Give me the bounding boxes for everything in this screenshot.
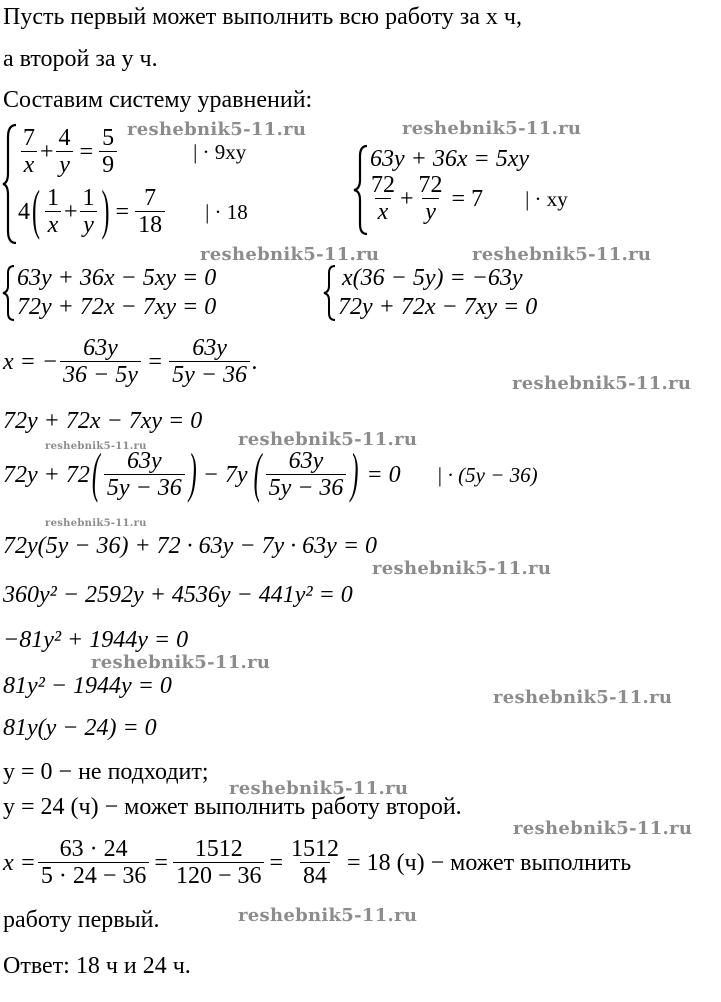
step-3: 72y(5y − 36) + 72 · 63y − 7y · 63y = 0 [3, 533, 378, 559]
system2-eq1: 63y + 36x = 5xy [370, 146, 529, 172]
watermark: reshebnik5-11.ru [493, 687, 673, 708]
step-4: 360y² − 2592y + 4536y − 441y² = 0 [3, 582, 353, 608]
expr-lhs: x = [3, 849, 36, 876]
frac-num: 72 [371, 172, 395, 198]
plus-sign: + [400, 185, 414, 212]
step-5: −81y² + 1944y = 0 [3, 627, 189, 653]
watermark: reshebnik5-11.ru [127, 119, 307, 140]
frac-den: x [45, 211, 62, 238]
expr-part: 72y + 72 [3, 461, 90, 488]
coefficient: 4 [18, 198, 30, 225]
multiplier-note: | · (5y − 36) [436, 462, 538, 487]
right-paren: ) [188, 444, 197, 505]
frac-den: 5y − 36 [169, 361, 250, 388]
watermark: reshebnik5-11.ru [200, 244, 380, 265]
plus-sign: + [64, 198, 78, 225]
expr-lhs: x = − [3, 348, 59, 375]
expr-part: = 0 [366, 461, 401, 488]
frac-den: 5 · 24 − 36 [38, 862, 150, 889]
frac-den: x [375, 198, 392, 225]
frac-num: 72 [418, 172, 443, 198]
frac-num: 7 [144, 185, 157, 211]
right-paren: ) [350, 444, 359, 505]
frac-num: 63 · 24 [59, 836, 128, 862]
frac-num: 63y [192, 335, 227, 361]
frac-den: 9 [99, 151, 117, 178]
frac-num: 1 [82, 185, 95, 211]
step-1: 72y + 72x − 7xy = 0 [3, 408, 203, 434]
equals-sign: = [146, 348, 164, 375]
x-expression [3, 335, 258, 388]
frac-den: 120 − 36 [173, 862, 265, 889]
equals-sign: = [154, 849, 168, 876]
left-paren: ( [253, 444, 262, 505]
frac-num: 7 [23, 125, 35, 151]
frac-den: y [80, 211, 97, 238]
frac-den: 36 − 5y [60, 361, 141, 388]
left-paren: ( [32, 181, 40, 242]
step-7: 81y(y − 24) = 0 [3, 715, 157, 741]
equals-sign: = [79, 138, 94, 165]
intro-line-3: Составим систему уравнений: [3, 87, 313, 113]
frac-num: 63y [126, 448, 162, 474]
expr-part: − 7y [202, 461, 248, 488]
frac-num: 1512 [194, 836, 243, 862]
watermark: reshebnik5-11.ru [45, 441, 147, 452]
watermark: reshebnik5-11.ru [372, 558, 552, 579]
frac-num: 63y [83, 335, 118, 361]
period: . [251, 348, 258, 375]
frac-num: 4 [58, 125, 71, 151]
step-8: y = 0 − не подходит; [3, 759, 209, 785]
plus-sign: + [40, 138, 54, 165]
intro-line-2: а второй за y ч. [3, 46, 158, 72]
final-computation [3, 836, 631, 889]
equation-rhs: = 7 [451, 185, 484, 212]
system-brace [2, 123, 18, 245]
frac-num: 1 [47, 185, 59, 211]
frac-num: 5 [102, 125, 115, 151]
left-paren: ( [91, 444, 100, 505]
multiplier-note: | · xy [525, 186, 568, 211]
frac-den: 5y − 36 [104, 474, 185, 501]
answer: Ответ: 18 ч и 24 ч. [3, 953, 191, 979]
result-text: = 18 (ч) − может выполнить [347, 849, 632, 876]
watermark: reshebnik5-11.ru [238, 905, 418, 926]
system3-eq1: 63y + 36x − 5xy = 0 [17, 265, 217, 291]
equals-sign: = [269, 849, 284, 876]
frac-num: 1512 [291, 836, 340, 862]
watermark: reshebnik5-11.ru [238, 429, 418, 450]
watermark: reshebnik5-11.ru [45, 518, 147, 529]
system-brace [2, 264, 16, 322]
watermark: reshebnik5-11.ru [91, 652, 271, 673]
step-9: y = 24 (ч) − может выполнить работу второй. [3, 794, 462, 820]
watermark: reshebnik5-11.ru [402, 118, 582, 139]
intro-line-1: Пусть первый может выполнить всю работу за x ч, [3, 4, 522, 30]
frac-den: y [422, 198, 439, 225]
step-6: 81y² − 1944y = 0 [3, 673, 172, 699]
frac-num: 63y [288, 448, 324, 474]
watermark: reshebnik5-11.ru [472, 244, 652, 265]
frac-den: y [56, 151, 73, 178]
system3-eq2: 72y + 72x − 7xy = 0 [17, 294, 217, 320]
system-brace [323, 264, 337, 322]
final-line-2: работу первый. [3, 907, 160, 933]
equals-sign: = [115, 198, 130, 225]
frac-den: 18 [135, 211, 165, 238]
system1-eq2 [18, 181, 248, 242]
multiplier-note: | · 18 [205, 199, 248, 224]
right-paren: ) [101, 181, 110, 242]
multiplier-note: | · 9xy [193, 139, 247, 164]
frac-den: x [21, 151, 38, 178]
system4-eq1: x(36 − 5y) = −63y [342, 265, 523, 291]
watermark: reshebnik5-11.ru [513, 818, 693, 839]
watermark: reshebnik5-11.ru [229, 778, 409, 799]
frac-den: 5y − 36 [266, 474, 347, 501]
watermark: reshebnik5-11.ru [512, 373, 692, 394]
system4-eq2: 72y + 72x − 7xy = 0 [338, 294, 538, 320]
frac-den: 84 [300, 862, 330, 889]
system2-eq2 [366, 172, 568, 225]
